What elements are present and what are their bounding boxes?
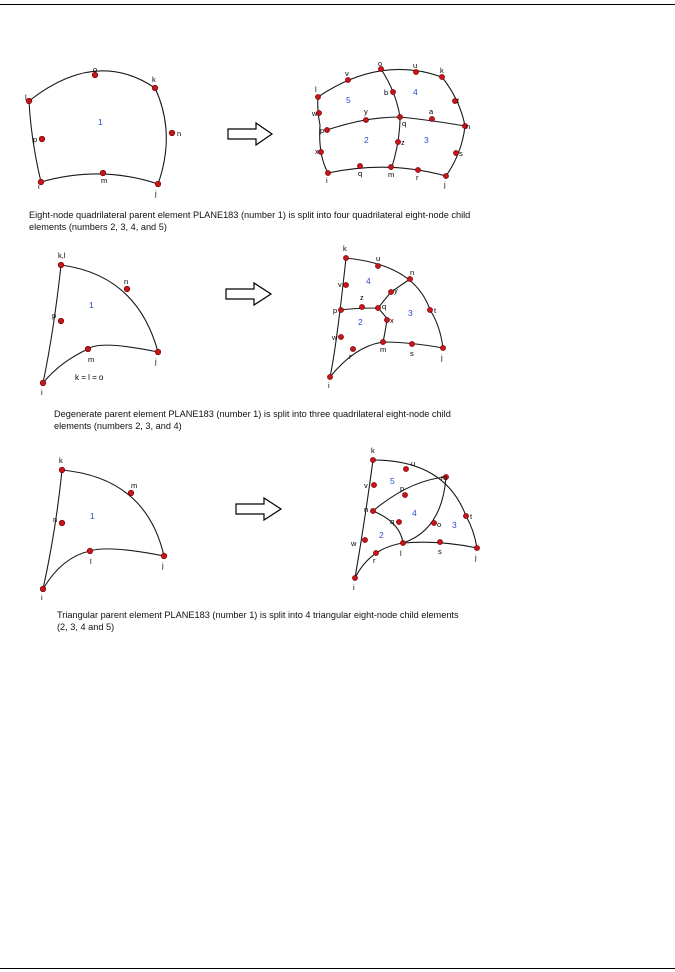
label-q: q (382, 302, 387, 311)
element-number-2: 2 (364, 135, 369, 145)
label-n: n (466, 122, 471, 131)
label-i: i (328, 381, 330, 390)
label-p: p (333, 306, 338, 315)
node-n (370, 508, 375, 513)
label-t: t (457, 96, 460, 105)
element-number-1: 1 (90, 511, 95, 521)
label-i: i (41, 388, 43, 397)
triangle-children-figure (350, 446, 480, 592)
element-number-5: 5 (346, 95, 351, 105)
degenerate-children-line-a (341, 279, 410, 310)
label-n: n (364, 505, 369, 514)
label-z: z (360, 293, 364, 302)
element-number-4: 4 (413, 87, 418, 97)
label-j: j (475, 553, 477, 562)
quad-children-mid-horizontal (327, 117, 465, 130)
node-q (396, 519, 401, 524)
node-i (40, 586, 46, 592)
node-v (343, 282, 348, 287)
label-k: k (152, 75, 156, 84)
node-s (437, 539, 442, 544)
node-k (59, 467, 65, 473)
label-o: o (378, 59, 383, 68)
node-m (85, 346, 91, 352)
node-k (152, 85, 158, 91)
caption-triangle: Triangular parent element PLANE183 (number 1) is split into 4 triangular eight-node child elements (2, 3, 4 and 5) (57, 610, 459, 632)
node-w (362, 537, 367, 542)
degenerate-children-figure (327, 244, 445, 390)
element-number-2: 2 (358, 317, 363, 327)
label-p: p (33, 135, 38, 144)
label-p: p (52, 311, 57, 320)
label-m: m (388, 170, 395, 179)
caption-quad: Eight-node quadrilateral parent element PLANE183 (number 1) is split into four quadrilateral eight-node child elements (numbers 2, 3, 4, and 5) (29, 210, 471, 232)
label-q: q (390, 517, 395, 526)
label-x: x (390, 316, 394, 325)
element-number-2: 2 (379, 530, 384, 540)
label-x: x (315, 147, 319, 156)
node-k (370, 457, 375, 462)
label-j: j (444, 180, 446, 189)
node-k (343, 255, 348, 260)
label-i: i (326, 176, 328, 185)
label-s: s (438, 547, 442, 556)
label-y: y (394, 286, 398, 295)
triangle-children-inner (373, 477, 446, 543)
node-i (40, 380, 46, 386)
node-y (363, 117, 368, 122)
label-t: t (470, 512, 473, 521)
label-w: w (312, 109, 318, 118)
node-p (58, 318, 64, 324)
label-z: z (401, 138, 405, 147)
node-s (409, 341, 414, 346)
label-k: k (371, 446, 375, 455)
triangle-parent-outline (43, 470, 164, 589)
node-j (443, 173, 448, 178)
label-n: n (53, 515, 58, 524)
label-l: l (315, 85, 317, 94)
node-j (474, 545, 479, 550)
node-l (400, 540, 405, 545)
label-b: b (384, 88, 389, 97)
triangle-children-nodes (352, 457, 479, 580)
label-r: r (373, 556, 376, 565)
node-kl (58, 262, 64, 268)
label-w: w (351, 539, 357, 548)
node-v (371, 482, 376, 487)
label-o: o (93, 65, 98, 74)
node-p (338, 307, 343, 312)
label-k: k (343, 244, 347, 253)
node-t (463, 513, 468, 518)
node-s (453, 150, 458, 155)
node-v (345, 77, 350, 82)
node-n (169, 130, 175, 136)
node-u (413, 69, 418, 74)
quad-children-mid-vertical (381, 69, 400, 170)
element-number-1: 1 (89, 300, 94, 310)
quad-children-figure (311, 59, 470, 189)
label-l: l (400, 549, 402, 558)
label-s: s (410, 349, 414, 358)
quad-parent-nodes (26, 72, 175, 187)
node-x (384, 317, 389, 322)
node-p (324, 127, 329, 132)
node-j (155, 181, 161, 187)
label-j: j (155, 189, 157, 198)
label-i: i (38, 182, 40, 191)
label-r: r (349, 352, 352, 361)
node-m (100, 170, 106, 176)
label-t: t (434, 306, 437, 315)
node-b (390, 89, 395, 94)
label-q-center: q (402, 119, 407, 128)
label-u: u (411, 459, 416, 468)
node-t (427, 307, 432, 312)
label-n: n (124, 277, 129, 286)
label-m: m (131, 481, 138, 490)
caption-degenerate: Degenerate parent element PLANE183 (number 1) is split into three quadrilateral eight-node child elements (numbers 2, 3, and 4) (54, 409, 451, 431)
label-u: u (413, 61, 418, 70)
element-number-3: 3 (452, 520, 457, 530)
node-l (26, 98, 32, 104)
label-p: p (400, 484, 405, 493)
label-y: y (364, 107, 368, 116)
label-p: p (320, 126, 325, 135)
label-l: l (90, 557, 92, 566)
node-i (327, 374, 332, 379)
label-i: i (353, 583, 355, 592)
label-k: k (440, 66, 444, 75)
node-w (338, 334, 343, 339)
triangle-parent-nodes (40, 467, 167, 592)
node-r (373, 550, 378, 555)
element-number-5: 5 (390, 476, 395, 486)
node-o (431, 520, 436, 525)
label-m: m (88, 355, 95, 364)
label-r: r (416, 173, 419, 182)
node-j (155, 349, 161, 355)
node-r (415, 167, 420, 172)
degenerate-parent-figure (40, 251, 161, 397)
label-s: s (459, 149, 463, 158)
degenerate-children-line-b (378, 308, 387, 342)
label-o: o (437, 520, 442, 529)
element-number-4: 4 (412, 508, 417, 518)
label-u: u (376, 254, 381, 263)
node-i (352, 575, 357, 580)
arrow-right-icon (226, 283, 271, 305)
node-q (357, 163, 362, 168)
label-k: k (59, 456, 63, 465)
node-u (403, 466, 408, 471)
element-number-1: 1 (98, 117, 103, 127)
node-a (429, 116, 434, 121)
label-m: m (441, 473, 448, 482)
label-m: m (101, 176, 108, 185)
label-l: l (25, 93, 27, 102)
arrow-right-icon (236, 498, 281, 520)
node-p (39, 136, 45, 142)
node-n (407, 276, 412, 281)
node-u (375, 263, 380, 268)
node-n (124, 286, 130, 292)
label-v: v (345, 69, 349, 78)
quad-parent-figure (25, 65, 181, 198)
node-j (440, 345, 445, 350)
label-q: q (358, 169, 363, 178)
label-w: w (332, 333, 338, 342)
element-number-3: 3 (424, 135, 429, 145)
label-j: j (162, 561, 164, 570)
node-m (388, 164, 393, 169)
node-y (388, 289, 393, 294)
node-q (375, 305, 380, 310)
triangle-parent-figure (40, 456, 167, 602)
node-m (128, 490, 134, 496)
label-j: j (155, 357, 157, 366)
node-l (87, 548, 93, 554)
node-p (402, 492, 407, 497)
node-z (395, 139, 400, 144)
node-m (380, 339, 385, 344)
quad-parent-outline (29, 71, 166, 184)
node-k (439, 74, 444, 79)
node-j (161, 553, 167, 559)
node-z (359, 304, 364, 309)
label-v: v (338, 280, 342, 289)
element-number-3: 3 (408, 308, 413, 318)
label-kl: k,l (58, 251, 66, 260)
label-j: j (441, 353, 443, 362)
label-m: m (380, 345, 387, 354)
label-n: n (410, 268, 415, 277)
node-x (318, 149, 323, 154)
label-i: i (41, 593, 43, 602)
degenerate-note: k = l = o (75, 373, 104, 382)
node-i (325, 170, 330, 175)
element-number-4: 4 (366, 276, 371, 286)
arrow-right-icon (228, 123, 272, 145)
node-r (350, 346, 355, 351)
label-n: n (177, 129, 182, 138)
node-l (315, 94, 320, 99)
label-a: a (429, 107, 434, 116)
label-v: v (364, 481, 368, 490)
node-n (59, 520, 65, 526)
